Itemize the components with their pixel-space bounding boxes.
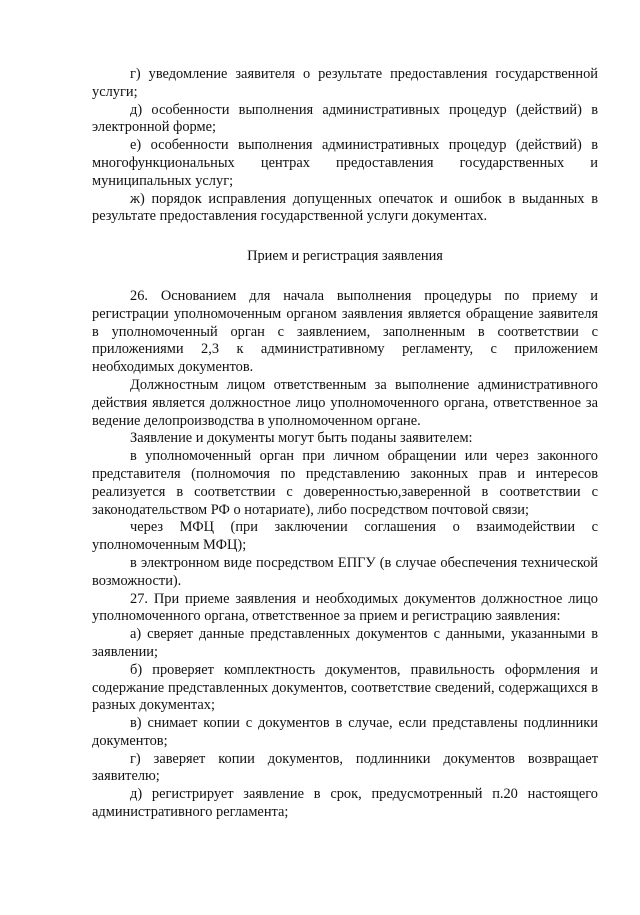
list-item: ж) порядок исправления допущенных опечаток и ошибок в выданных в результате предоставления государственной услуги документах.: [92, 190, 598, 225]
list-item: д) регистрирует заявление в срок, предусмотренный п.20 настоящего административного регламента;: [92, 786, 598, 821]
list-item: г) заверяет копии документов, подлинники документов возвращает заявителю;: [92, 750, 598, 785]
paragraph: Заявление и документы могут быть поданы заявителем:: [130, 430, 473, 447]
paragraph: 27. При приеме заявления и необходимых документов должностное лицо уполномоченного органа, ответственное за прием и регистрацию заявления:: [92, 590, 598, 625]
document-page: [92, 66, 598, 822]
section-heading: Прием и регистрация заявления: [247, 248, 443, 265]
paragraph: через МФЦ (при заключении соглашения о взаимодействии с уполномоченным МФЦ);: [92, 519, 598, 554]
list-item: в) снимает копии с документов в случае, если представлены подлинники документов;: [92, 715, 598, 749]
paragraph: Должностным лицом ответственным за выполнение административного действия является должностное лицо уполномоченного органа, ответственное за ведение делопроизводства в уполномоченном органе.: [92, 376, 598, 429]
list-item: е) особенности выполнения административных процедур (действий) в многофункциональных центрах предоставления государственных и муниципальных услуг;: [92, 137, 598, 189]
paragraph: в уполномоченный орган при личном обращении или через законного представителя (полномочия по представлению законных прав и интересов реализуется в соответствии с доверенностью,заверенной в соответствии с законодательством РФ о нотариате), либо посредством почтовой связи;: [92, 448, 598, 518]
list-item: а) сверяет данные представленных документов с данными, указанными в заявлении;: [92, 626, 598, 660]
paragraph: 26. Основанием для начала выполнения процедуры по приему и регистрации уполномоченным органом заявления является обращение заявителя в уполномоченный орган с заявлением, заполненным в соответствии с приложениями 2,3 к административному регламенту, с приложением необходимых документов.: [92, 287, 598, 376]
list-item: д) особенности выполнения административных процедур (действий) в электронной форме;: [92, 101, 598, 136]
list-item: б) проверяет комплектность документов, правильность оформления и содержание представленных документов, соответствие сведений, содержащихся в разных документах;: [92, 661, 598, 714]
paragraph: в электронном виде посредством ЕПГУ (в случае обеспечения технической возможности).: [92, 554, 598, 589]
list-item: г) уведомление заявителя о результате предоставления государственной услуги;: [92, 66, 598, 100]
